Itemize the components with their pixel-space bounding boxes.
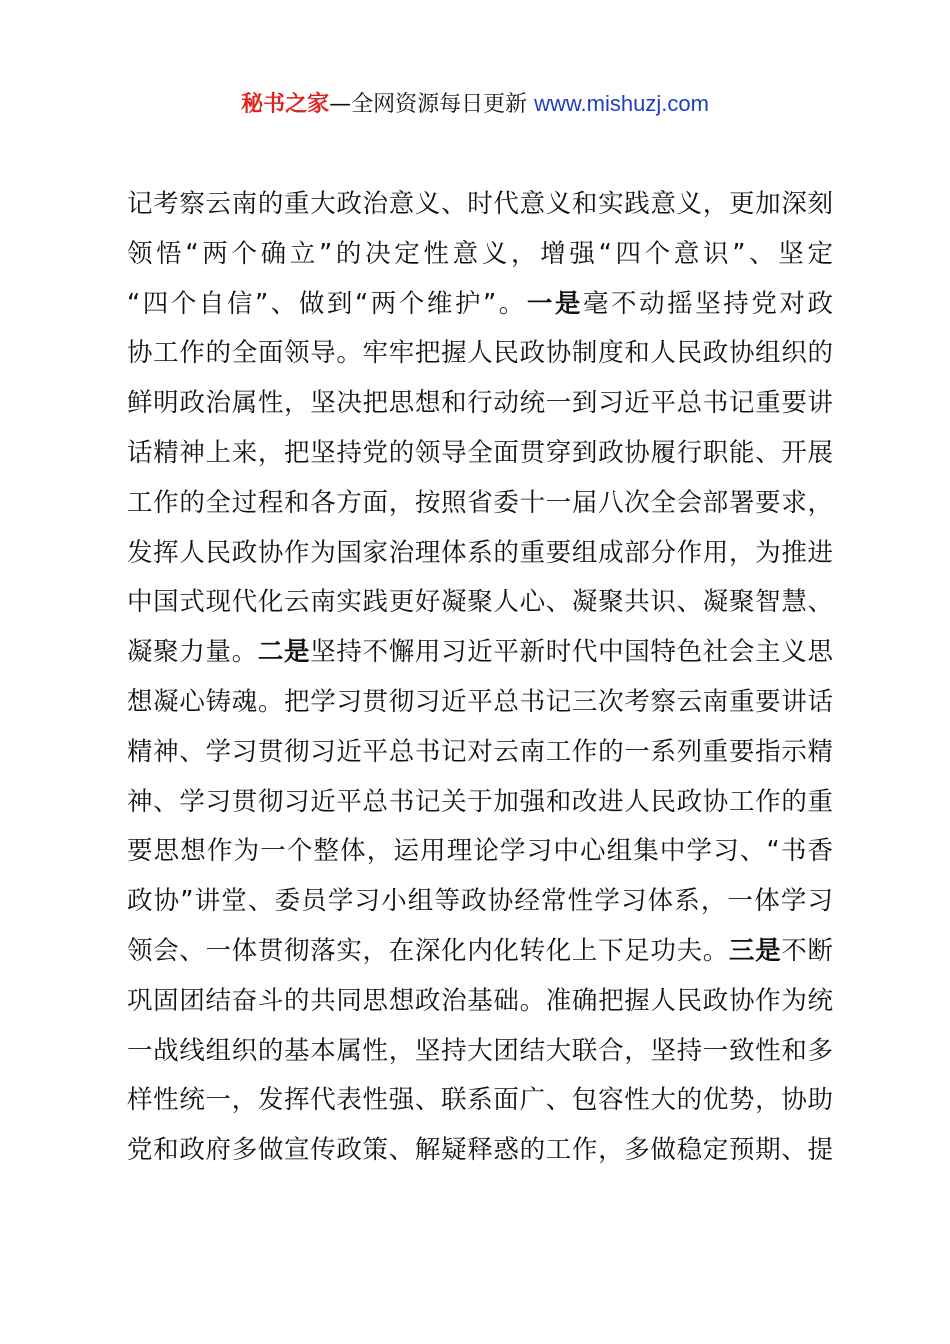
body-line [127,1027,833,1077]
line-text: 中国式现代化云南实践更好凝聚人心、凝聚共识、凝聚智慧、 [127,587,833,618]
line-text: 不断 [781,935,833,966]
line-text: “四个自信”、做到“两个维护”。 [127,288,527,319]
body-line [127,180,833,230]
body-line [127,379,833,429]
line-text: 要思想作为一个整体，运用理论学习中心组集中学习、“书香 [127,836,833,867]
body-line [127,578,833,628]
line-text: 记考察云南的重大政治意义、时代意义和实践意义，更加深刻 [127,189,833,219]
line-text: 发挥人民政协作为国家治理体系的重要组成部分作用，为推进 [127,537,833,568]
body-line [127,728,833,778]
body-line [127,628,833,678]
line-text: 领悟“两个确立”的决定性意义，增强“四个意识”、坚定 [127,238,833,269]
line-text: 精神、学习贯彻习近平总书记对云南工作的一系列重要指示精 [127,736,833,767]
body-line [127,1126,833,1176]
bold-ordinal: 二是 [257,637,311,668]
document-body [127,180,833,1176]
body-line [127,230,833,280]
line-text: 坚持不懈用习近平新时代中国特色社会主义思 [310,637,833,668]
body-line [127,479,833,529]
body-line [127,927,833,977]
page-header [0,86,950,123]
body-line [127,329,833,379]
line-text: 神、学习贯彻习近平总书记关于加强和改进人民政协工作的重 [127,786,833,817]
body-line [127,678,833,728]
body-line [127,429,833,479]
line-text: 政协”讲堂、委员学习小组等政协经常性学习体系，一体学习 [127,886,833,917]
body-line [127,778,833,828]
line-text: 党和政府多做宣传政策、解疑释惑的工作，多做稳定预期、提 [127,1135,833,1166]
bold-ordinal: 一是 [526,288,583,319]
body-line [127,529,833,579]
line-text: 想凝心铸魂。把学习贯彻习近平总书记三次考察云南重要讲话 [127,686,833,717]
line-text: 凝聚力量。 [127,637,258,668]
brand-name: 秘书之家 [241,92,330,117]
line-text: 巩固团结奋斗的共同思想政治基础。准确把握人民政协作为统 [127,985,833,1016]
header-tagline: —全网资源每日更新 [329,92,535,117]
line-text: 工作的全过程和各方面，按照省委十一届八次全会部署要求， [127,487,833,518]
body-line [127,977,833,1027]
body-line [127,1076,833,1126]
bold-ordinal: 三是 [728,935,782,966]
line-text: 毫不动摇坚持党对政 [582,288,833,319]
body-line [127,280,833,330]
site-url-link[interactable]: www.mishuzj.com [534,91,709,116]
line-text: 话精神上来，把坚持党的领导全面贯穿到政协履行职能、开展 [127,437,833,468]
line-text: 样性统一，发挥代表性强、联系面广、包容性大的优势，协助 [127,1085,833,1116]
line-text: 领会、一体贯彻落实，在深化内化转化上下足功夫。 [127,935,729,966]
line-text: 协工作的全面领导。牢牢把握人民政协制度和人民政协组织的 [127,338,833,369]
body-line [127,877,833,927]
line-text: 一战线组织的基本属性，坚持大团结大联合，坚持一致性和多 [127,1035,833,1066]
body-line [127,827,833,877]
line-text: 鲜明政治属性，坚决把思想和行动统一到习近平总书记重要讲 [127,388,833,419]
